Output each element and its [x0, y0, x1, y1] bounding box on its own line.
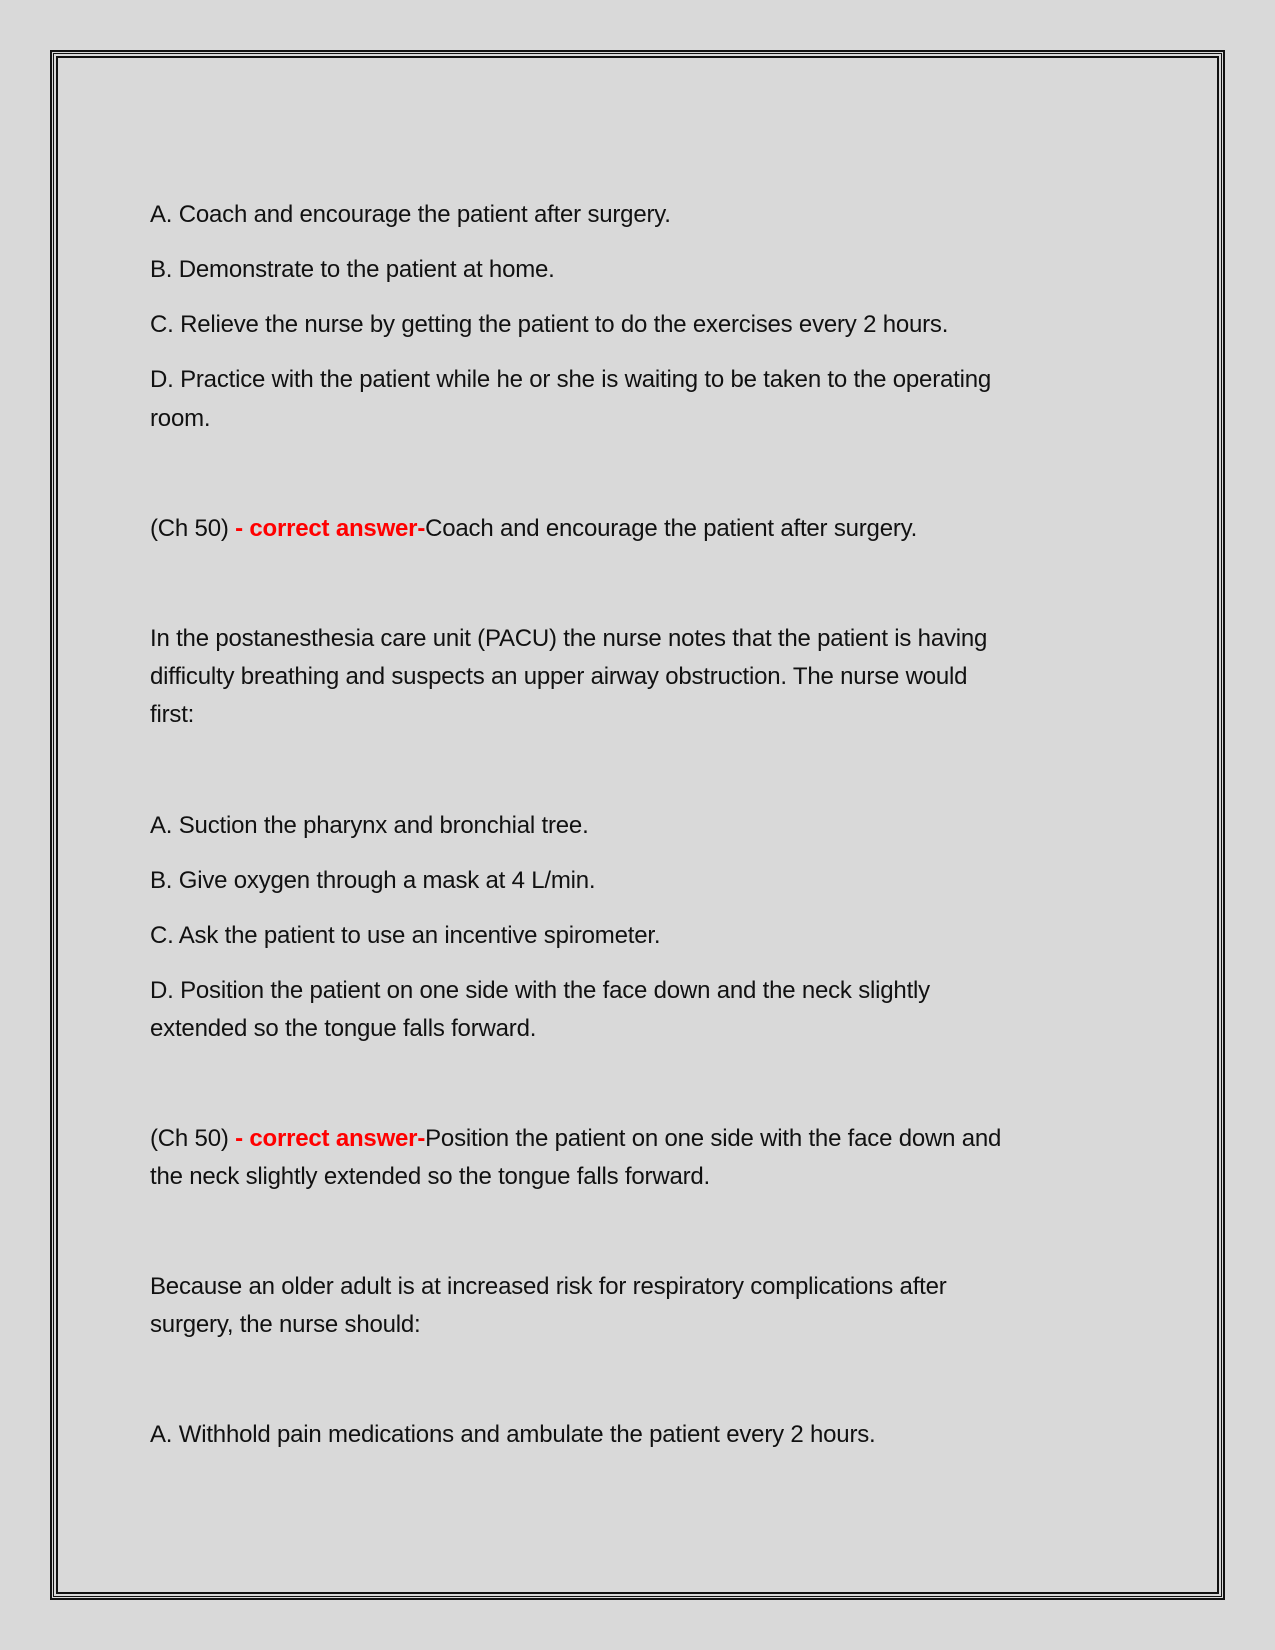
q2-answer-chapter: (Ch 50) — [150, 1125, 236, 1152]
q2-answer-line2: the neck slightly extended so the tongue falls forward. — [150, 1163, 711, 1190]
q1-answer — [150, 514, 917, 544]
q2-option-a: A. Suction the pharynx and bronchial tree. — [150, 812, 589, 839]
q2-question-line3: first: — [150, 701, 195, 728]
q1-option-b: B. Demonstrate to the patient at home. — [150, 256, 555, 283]
q2-answer-line1 — [150, 1124, 1001, 1154]
q1-answer-text: Coach and encourage the patient after surgery. — [425, 515, 918, 542]
q2-option-d-line2: extended so the tongue falls forward. — [150, 1015, 537, 1042]
q2-option-c: C. Ask the patient to use an incentive spirometer. — [150, 922, 661, 949]
q2-option-b: B. Give oxygen through a mask at 4 L/min. — [150, 867, 596, 894]
q1-answer-chapter: (Ch 50) — [150, 515, 236, 542]
q1-option-d-line2: room. — [150, 405, 211, 432]
correct-answer-label: - correct answer- — [235, 515, 426, 542]
q3-question-line1: Because an older adult is at increased risk for respiratory complications after — [150, 1273, 947, 1300]
q2-option-d-line1: D. Position the patient on one side with the face down and the neck slightly — [150, 977, 930, 1004]
q1-option-c: C. Relieve the nurse by getting the patient to do the exercises every 2 hours. — [150, 311, 949, 338]
q1-option-a: A. Coach and encourage the patient after surgery. — [150, 201, 671, 228]
correct-answer-label: - correct answer- — [235, 1125, 426, 1152]
q2-answer-text-line1: Position the patient on one side with the face down and — [425, 1125, 1002, 1152]
q3-option-a: A. Withhold pain medications and ambulate the patient every 2 hours. — [150, 1421, 876, 1448]
q3-question-line2: surgery, the nurse should: — [150, 1311, 421, 1338]
q2-question-line1: In the postanesthesia care unit (PACU) the nurse notes that the patient is having — [150, 625, 988, 652]
q2-question-line2: difficulty breathing and suspects an upper airway obstruction. The nurse would — [150, 663, 968, 690]
q1-option-d-line1: D. Practice with the patient while he or she is waiting to be taken to the operating — [150, 366, 992, 393]
